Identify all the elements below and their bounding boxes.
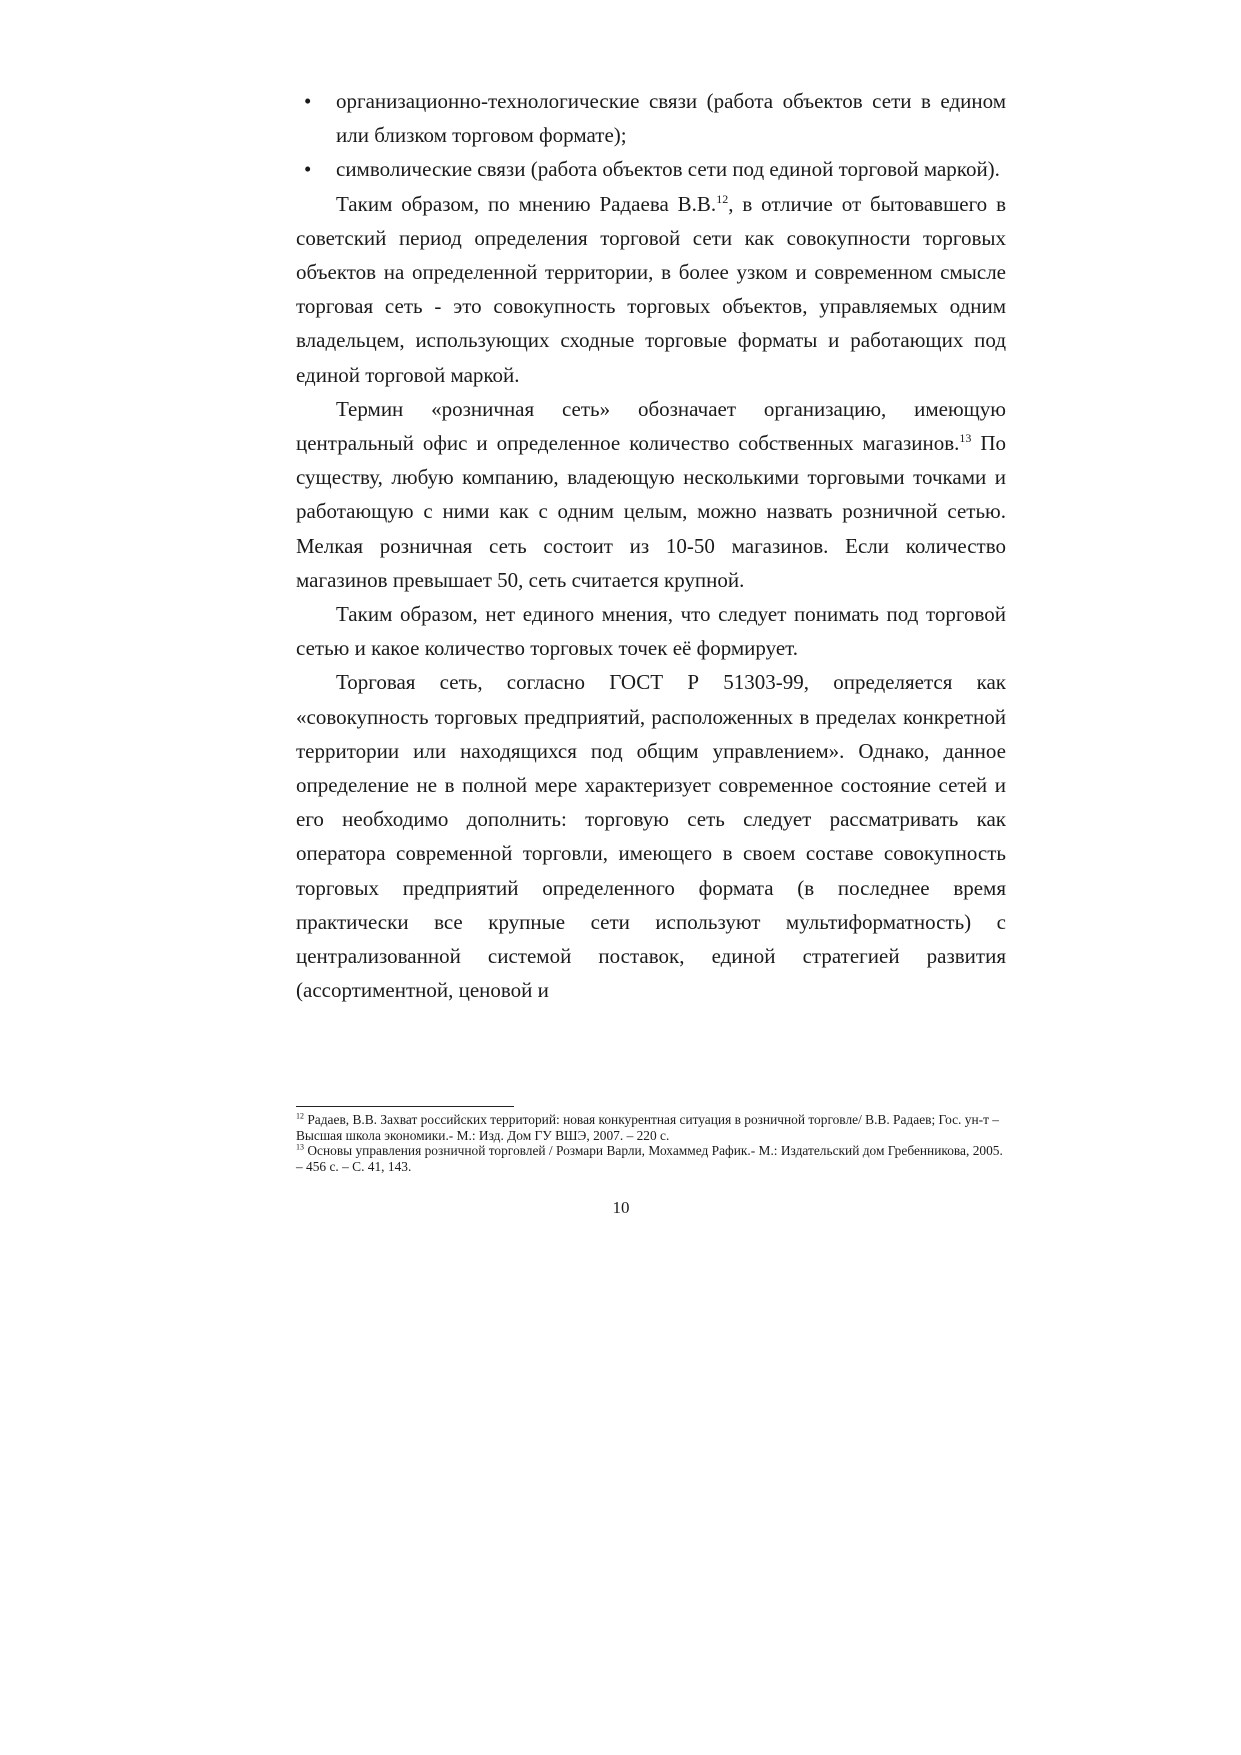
- paragraph-text: , в отличие от бытовавшего в советский период определения торговой сети как совокупности торговых объектов на определенной территории, в более узком и современном смысле торговая сеть - это совокупность торговых объектов, управляемых одним владельцем, использующих сходные торговые форматы и работающих под единой торговой маркой.: [296, 191, 1006, 387]
- body-text: [296, 84, 1006, 1007]
- footnote-13: [296, 1143, 1008, 1174]
- bullet-text: организационно-технологические связи (работа объектов сети в едином или близком торговом формате);: [336, 89, 1006, 148]
- footnote-separator: [296, 1106, 514, 1107]
- paragraph-text: Термин «розничная сеть» обозначает организацию, имеющую центральный офис и определенное количество собственных магазинов.: [296, 396, 1006, 456]
- footnote-text: Радаев, В.В. Захват российских территорий: новая конкурентная ситуация в розничной торговле/ В.В. Радаев; Гос. ун-т – Высшая школа экономики.- М.: Изд. Дом ГУ ВШЭ, 2007. – 220 с.: [296, 1112, 999, 1143]
- footnotes: [296, 1112, 1008, 1174]
- footnote-number: 12: [296, 1111, 304, 1121]
- bullet-item: [296, 84, 1006, 152]
- footnote-number: 13: [296, 1142, 304, 1152]
- bullet-icon: •: [304, 157, 312, 182]
- paragraph-text: По существу, любую компанию, владеющую несколькими торговыми точками и работающую с ними как с одним целым, можно назвать розничной сетью. Мелкая розничная сеть состоит из 10-50 магазинов. Если количество магазинов превышает 50, сеть считается крупной.: [296, 431, 1007, 592]
- bullet-text: символические связи (работа объектов сети под единой торговой маркой).: [336, 157, 1000, 182]
- paragraph-no-consensus: Таким образом, нет единого мнения, что следует понимать под торговой сетью и какое количество торговых точек её формирует.: [296, 602, 1006, 661]
- footnote-text: Основы управления розничной торговлей / Розмари Варли, Мохаммед Рафик.- М.: Издательский дом Гребенникова, 2005. – 456 с. – С. 41, 143.: [296, 1143, 1003, 1174]
- paragraph-gost: Торговая сеть, согласно ГОСТ Р 51303-99, определяется как «совокупность торговых предприятий, расположенных в пределах конкретной территории или находящихся под общим управлением». Однако, данное определение не в полной мере характеризует современное состояние сетей и его необходимо дополнить: торговую сеть следует рассматривать как оператора современной торговли, имеющего в своем составе совокупность торговых предприятий определенного формата (в последнее время практически все крупные сети используют мультиформатность) с централизованной системой поставок, единой стратегией развития (ассортиментной, ценовой и: [296, 670, 1006, 1003]
- page-number: 10: [612, 1198, 630, 1217]
- footnote-ref-13[interactable]: 13: [959, 431, 972, 446]
- paragraph-retail-network: [296, 392, 1006, 597]
- footnote-12: [296, 1112, 1008, 1143]
- paragraph-radaev: [296, 187, 1006, 392]
- footnote-ref-12[interactable]: 12: [716, 191, 729, 206]
- bullet-item: [296, 152, 1006, 186]
- bullet-icon: •: [304, 89, 312, 113]
- paragraph-text: Таким образом, по мнению Радаева В.В.: [336, 191, 717, 216]
